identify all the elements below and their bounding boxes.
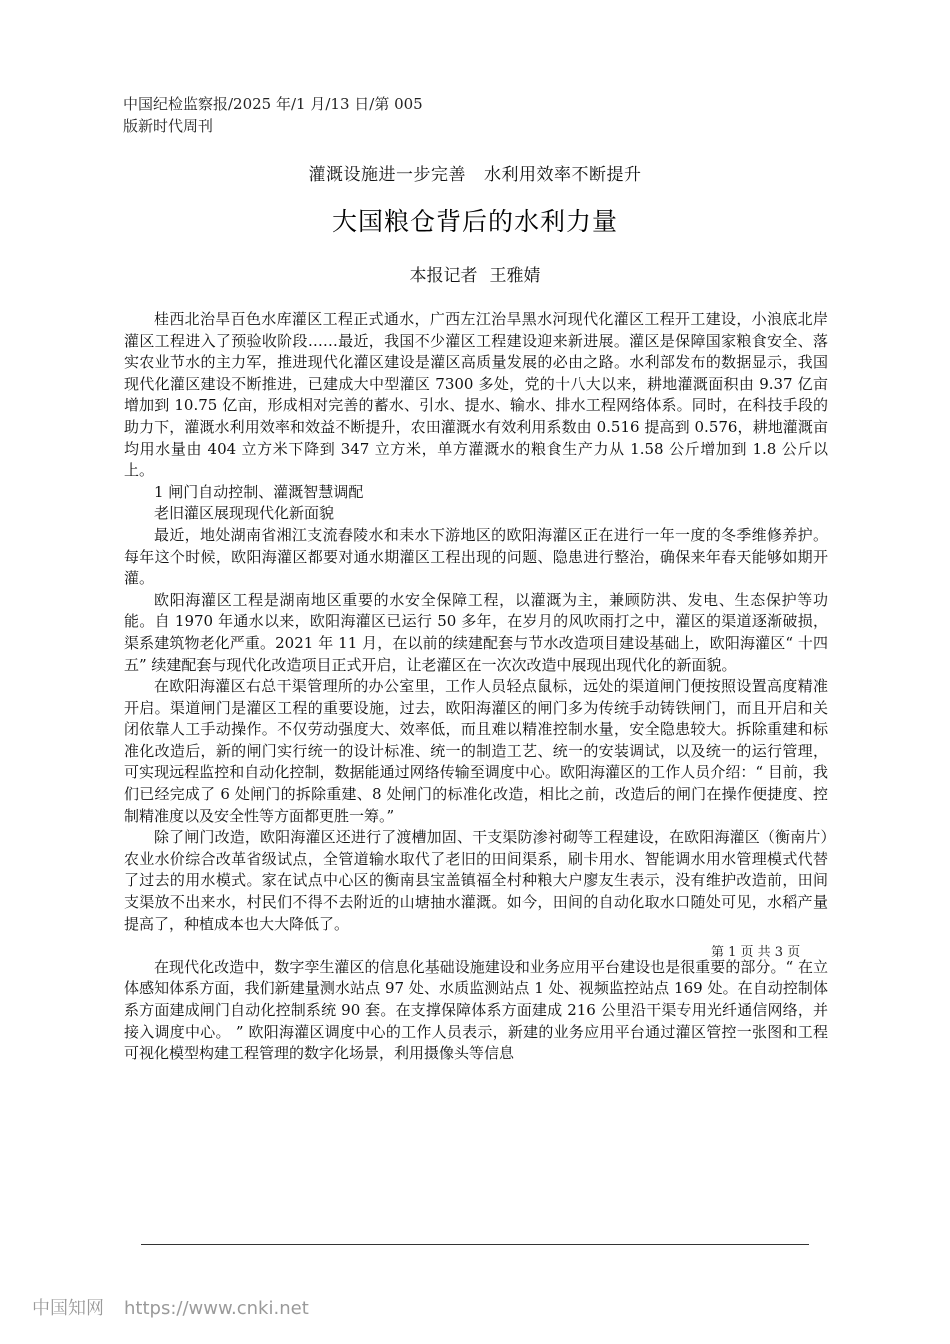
source-line-2: 版新时代周刊 — [123, 117, 214, 135]
byline-role: 本报记者 — [409, 266, 478, 286]
section-heading: 1 闸门自动控制、灌溉智慧调配 — [154, 482, 364, 501]
article-subtitle — [0, 160, 950, 185]
byline-name: 王雅婧 — [489, 266, 541, 286]
cnki-watermark — [32, 1294, 309, 1320]
source-line-1: 中国纪检监察报/2025 年/1 月/13 日/第 005 — [123, 95, 423, 113]
paragraph: 在欧阳海灌区右总干渠管理所的办公室里，工作人员轻点鼠标，远处的渠道闸门便按照设置高度精准开启。渠道闸门是灌区工程的重要设施，过去，欧阳海灌区的闸门多为传统手动铸铁闸门，而且开启和关闭依靠人工手动操作。不仅劳动强度大、效率低，而且难以精准控制水量，安全隐患较大。拆除重建和标准化改造后，新的闸门实行统一的设计标准、统一的制造工艺、统一的安装调试，以及统一的运行管理，可实现远程监控和自动化控制，数据能通过网络传输至调度中心。欧阳海灌区的工作人员介绍：“ 目前，我们已经完成了 6 处闸门的拆除重建、8 处闸门的标准化改造，相比之前，改造后的闸门在操作便捷度、控制精准度以及安全性等方面都更胜一筹。” — [124, 677, 828, 825]
paragraph: 除了闸门改造，欧阳海灌区还进行了渡槽加固、干支渠防渗衬砌等工程建设，在欧阳海灌区（衡南片）农业水价综合改革省级试点，全管道输水取代了老旧的田间渠系，刷卡用水、智能调水用水管理模式代替了过去的用水模式。家在试点中心区的衡南县宝盖镇福全村种粮大户廖友生表示，没有维护改造前，田间支渠放不出来水，村民们不得不去附近的山塘抽水灌溉。如今，田间的自动化取水口随处可见，水稻产量提高了，种植成本也大大降低了。 — [124, 828, 828, 933]
footer-divider — [141, 1244, 809, 1245]
subtitle-part-2: 水利用效率不断提升 — [484, 165, 642, 185]
watermark-url: https://www.cnki.net — [124, 1298, 309, 1319]
section-subheading: 老旧灌区展现现代化新面貌 — [154, 504, 335, 523]
article-byline — [0, 261, 950, 286]
subtitle-part-1: 灌溉设施进一步完善 — [308, 165, 466, 185]
paragraph: 欧阳海灌区工程是湖南地区重要的水安全保障工程，以灌溉为主，兼顾防洪、发电、生态保护等功能。自 1970 年通水以来，欧阳海灌区已运行 50 多年，在岁月的风吹雨打之中，灌区的渠道逐渐破损，渠系建筑物老化严重。2021 年 11 月，在以前的续建配套与节水改造项目建设基础上，欧阳海灌区“ 十四五” 续建配套与现代化改造项目正式开启，让老灌区在一次次改造中展现出现代化的新面貌。 — [124, 590, 828, 674]
article-headline: 大国粮仓背后的水利力量 — [331, 207, 618, 236]
page-number: 第 1 页 共 3 页 — [711, 945, 801, 960]
watermark-brand: 中国知网 — [32, 1298, 104, 1319]
paragraph: 最近，地处湖南省湘江支流舂陵水和耒水下游地区的欧阳海灌区正在进行一年一度的冬季维修养护。每年这个时候，欧阳海灌区都要对通水期灌区工程出现的问题、隐患进行整治，确保来年春天能够如期开灌。 — [124, 525, 828, 588]
paragraph: 桂西北治旱百色水库灌区工程正式通水，广西左江治旱黑水河现代化灌区工程开工建设，小浪底北岸灌区工程进入了预验收阶段……最近，我国不少灌区工程建设迎来新进展。灌区是保障国家粮食安全、落实农业节水的主力军，推进现代化灌区建设是灌区高质量发展的必由之路。水利部发布的数据显示，我国现代化灌区建设不断推进，已建成大中型灌区 7300 多处，党的十八大以来，耕地灌溉面积由 9.37 亿亩增加到 10.75 亿亩，形成相对完善的蓄水、引水、提水、输水、排水工程网络体系。同时，在科技手段的助力下，灌溉水利用效率和效益不断提升，农田灌溉水有效利用系数由 0.516 提高到 0.576，耕地灌溉亩均用水量由 404 立方米下降到 347 立方米，单方灌溉水的粮食生产力从 1.58 公斤增加到 1.8 公斤以上。 — [124, 310, 828, 480]
publication-source — [123, 93, 423, 137]
paragraph: 在现代化改造中，数字孪生灌区的信息化基础设施建设和业务应用平台建设也是很重要的部分。“ 在立体感知体系方面，我们新建量测水站点 97 处、水质监测站点 1 处、视频监控站点 169 处。在自动控制体系方面建成闸门自动化控制系统 90 套。在支撑保障体系方面建成 216 公里沿干渠专用光纤通信网络，并接入调度中心。 ” 欧阳海灌区调度中心的工作人员表示，新建的业务应用平台通过灌区管控一张图和工程可视化模型构建工程管理的数字化场景，利用摄像头等信息 — [124, 957, 828, 1063]
